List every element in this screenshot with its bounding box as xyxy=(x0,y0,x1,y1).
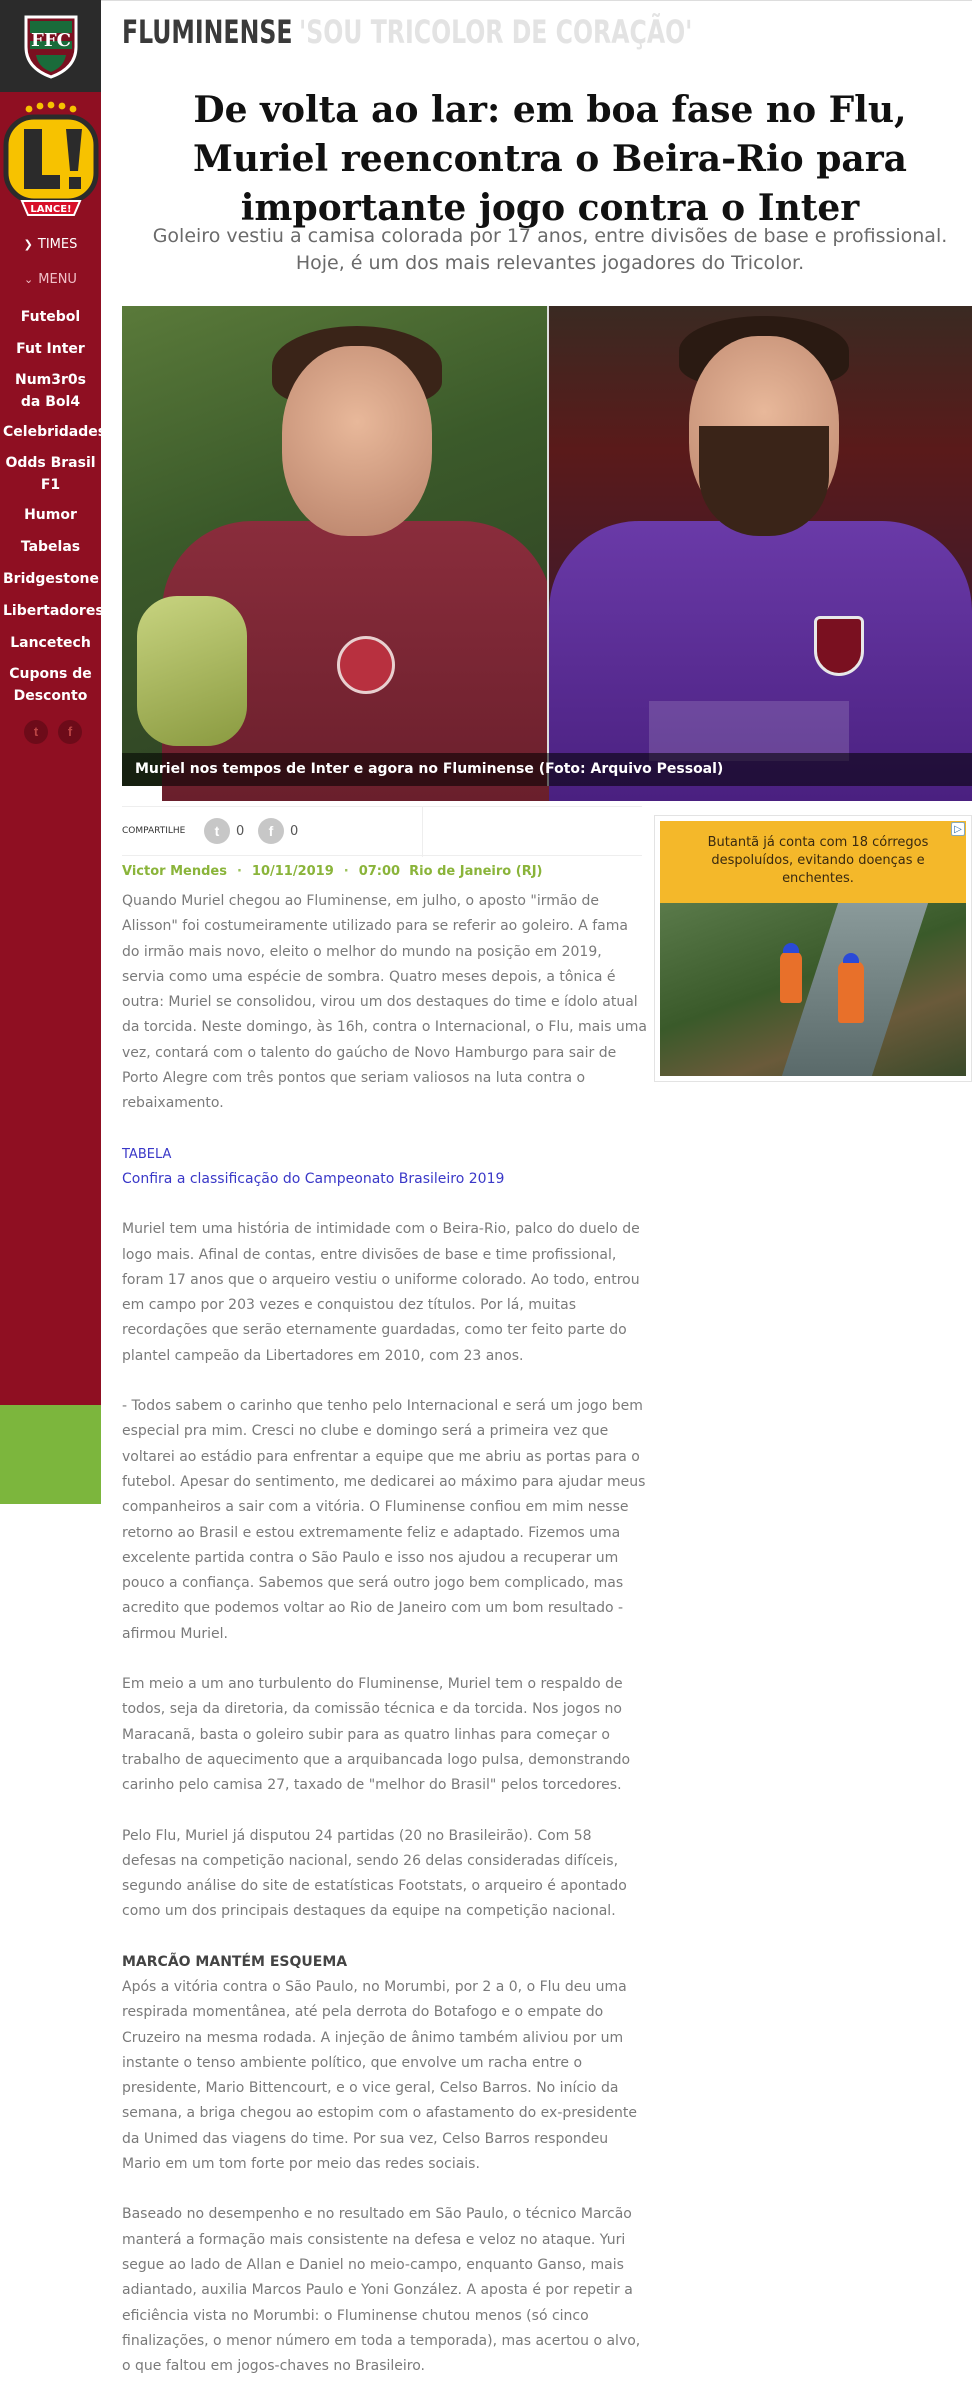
author[interactable]: Victor Mendes xyxy=(122,864,227,879)
twitter-icon: t xyxy=(204,818,230,844)
section-header xyxy=(122,12,692,52)
sidebar-item-numeros-da-bola[interactable]: Num3r0s da Bol4 xyxy=(15,372,86,410)
facebook-count: 0 xyxy=(290,823,299,839)
menu-toggle[interactable] xyxy=(0,272,101,287)
share-bar xyxy=(122,806,642,856)
ad-choices-icon[interactable]: ▷ xyxy=(951,822,965,836)
menu-toggle-label: MENU xyxy=(38,272,77,287)
related-link-text[interactable]: Confira a classificação do Campeonato Brasileiro 2019 xyxy=(122,1170,505,1187)
ad-banner xyxy=(660,821,966,903)
paragraph-6: Após a vitória contra o São Paulo, no Morumbi, por 2 a 0, o Flu deu uma respirada momentânea, até pela derrota do Botafogo e o empate do Cruzeiro na mesma rodada. A injeção de ânimo também aliviou por um instante o tenso ambiente político, que envolve um racha entre o presidente, Mario Bittencourt, e o vice geral, Celso Barros. No início da semana, a briga chegou ao estopim com o afastamento do ex-presidente da Unimed das viagens do time. Por sua vez, Celso Barros respondeu Mario em um tom forte por meio das redes sociais. xyxy=(122,1978,637,2173)
image-caption: Muriel nos tempos de Inter e agora no Fluminense (Foto: Arquivo Pessoal) xyxy=(122,753,972,786)
sidebar-item-cupons[interactable]: Cupons de Desconto xyxy=(9,666,92,704)
hero-photo-inter xyxy=(122,306,547,786)
sidebar-item-odds-brasil-f1[interactable]: Odds Brasil F1 xyxy=(5,455,96,493)
svg-text:FFC: FFC xyxy=(30,30,71,51)
sidebar-item-libertadores[interactable]: Libertadores xyxy=(3,603,104,619)
share-separator xyxy=(422,807,423,857)
twitter-icon[interactable]: t xyxy=(24,720,48,744)
facebook-icon[interactable]: f xyxy=(58,720,82,744)
advertisement[interactable] xyxy=(654,815,972,1082)
ad-photo xyxy=(660,903,966,1076)
chevron-right-icon: ❯ xyxy=(23,238,33,251)
share-twitter-button[interactable] xyxy=(204,818,244,844)
sidebar-item-celebridades[interactable]: Celebridades xyxy=(3,424,107,440)
share-label: COMPARTILHE xyxy=(122,826,186,836)
related-link[interactable] xyxy=(122,1142,647,1193)
svg-text:LANCE!: LANCE! xyxy=(30,204,72,215)
share-facebook-button[interactable] xyxy=(258,818,298,844)
hero-image[interactable] xyxy=(122,306,972,786)
article-headline: De volta ao lar: em boa fase no Flu, Muriel reencontra o Beira-Rio para importante jogo contra o Inter xyxy=(192,89,907,229)
sidebar-nav xyxy=(0,305,107,714)
article-subheadline: Goleiro vestiu a camisa colorada por 17 anos, entre divisões de base e profissional. Hoje, é um dos mais relevantes jogadores do Tricolor. xyxy=(152,225,948,274)
paragraph-4: Em meio a um ano turbulento do Fluminense, Muriel tem o respaldo de todos, seja da diretoria, da comissão técnica e da torcida. Nos jogos no Maracanã, basta o goleiro subir para as quatro linhas para começar o trabalho de aquecimento que a arquibancada logo pulsa, demonstrando carinho pelo camisa 27, taxado de "melhor do Brasil" pelos torcedores. xyxy=(122,1676,631,1794)
article-body xyxy=(122,889,647,2404)
sidebar-item-bridgestone[interactable]: Bridgestone xyxy=(3,571,100,587)
times-toggle-label: TIMES xyxy=(37,237,78,252)
paragraph-3: - Todos sabem o carinho que tenho pelo Internacional e será um jogo bem especial pra mim. Cresci no clube e domingo será a primeira vez que voltarei ao estádio para enfrentar a equipe que me abriu as portas para o futebol. Apesar do sentimento, me dedicarei ao máximo para ajudar meus companheiros a sair com a vitória. O Fluminense confiou em mim nesse retorno ao Brasil e estou extremamente feliz e adaptado. Fizemos uma excelente partida contra o São Paulo e isso nos ajudou a recuperar um pouco a confiança. Sabemos que será outro jogo bem complicado, mas acredito que podemos voltar ao Rio de Janeiro com um bom resultado - afirmou Muriel. xyxy=(122,1398,646,1642)
section-name[interactable]: FLUMINENSE xyxy=(122,13,293,51)
byline: Victor Mendes · 10/11/2019 · 07:00 Rio de Janeiro (RJ) xyxy=(122,864,543,879)
section-tagline: 'SOU TRICOLOR DE CORAÇÃO' xyxy=(299,13,693,51)
paragraph-7: Baseado no desempenho e no resultado em São Paulo, o técnico Marcão manterá a formação mais consistente na defesa e veloz no ataque. Yuri segue ao lado de Allan e Daniel no meio-campo, enquanto Ganso, mais adiantado, auxilia Marcos Paulo e Yoni González. A aposta é por repetir a eficiência vista no Morumbi: o Fluminense chutou menos (só cinco finalizações, o menor número em toda a temporada), mas acertou o alvo, o que faltou em jogos-chaves no Brasileiro. xyxy=(122,2206,641,2375)
lance-logo-graphic xyxy=(4,97,98,221)
sidebar-item-humor[interactable]: Humor xyxy=(24,507,77,523)
sidebar-item-futebol[interactable]: Futebol xyxy=(20,309,81,325)
times-toggle[interactable] xyxy=(0,237,101,252)
sidebar xyxy=(0,0,107,1504)
lance-logo[interactable] xyxy=(4,97,98,221)
chevron-down-icon: ⌄ xyxy=(24,273,34,286)
paragraph-5: Pelo Flu, Muriel já disputou 24 partidas (20 no Brasileirão). Com 58 defesas na competição nacional, sendo 26 delas consideradas difíceis, segundo análise do site de estatísticas Footstats, o arqueiro é apontado como um dos principais destaques da equipe na competição nacional. xyxy=(122,1827,627,1920)
publish-date: 10/11/2019 xyxy=(251,864,334,879)
sidebar-green-block xyxy=(0,1405,101,1504)
hero-photo-fluminense xyxy=(549,306,972,786)
sidebar-item-tabelas[interactable]: Tabelas xyxy=(20,539,81,555)
paragraph-2: Muriel tem uma história de intimidade com o Beira-Rio, palco do duelo de logo mais. Afinal de contas, entre divisões de base e time profissional, foram 17 anos que o arqueiro vestiu o uniforme colorado. Ao todo, entrou em campo por 203 vezes e conquistou dez títulos. Por lá, muitas recordações que serão eternamente guardadas, como ter feito parte do plantel campeão da Libertadores em 2010, com 23 anos. xyxy=(122,1221,640,1364)
top-divider xyxy=(101,0,972,1)
location: Rio de Janeiro (RJ) xyxy=(409,864,543,879)
facebook-icon: f xyxy=(258,818,284,844)
ad-text: Butantã já conta com 18 córregos despoluídos, evitando doenças e enchentes. xyxy=(707,835,929,886)
sidebar-item-lancetech[interactable]: Lancetech xyxy=(10,635,91,651)
article-subtitle: MARCÃO MANTÉM ESQUEMA xyxy=(122,1953,348,1970)
publish-time: 07:00 xyxy=(358,864,401,879)
related-link-label[interactable]: TABELA xyxy=(122,1146,172,1162)
paragraph-1: Quando Muriel chegou ao Fluminense, em julho, o aposto "irmão de Alisson" foi costumeiramente utilizado para se referir ao goleiro. A fama do irmão mais novo, eleito o melhor do mundo na posição em 2019, servia como uma espécie de sombra. Quatro meses depois, a tônica é outra: Muriel se consolidou, virou um dos destaques do time e ídolo atual da torcida. Neste domingo, às 16h, contra o Internacional, o Flu, mais uma vez, contará com o talento do gaúcho de Novo Hamburgo para sair de Porto Alegre com três pontos que seriam valiosos na luta contra o rebaixamento. xyxy=(122,893,647,1112)
team-badge[interactable] xyxy=(0,0,101,92)
twitter-count: 0 xyxy=(236,823,245,839)
fluminense-crest-icon xyxy=(22,13,80,79)
sidebar-social xyxy=(24,720,82,744)
sidebar-item-fut-inter[interactable]: Fut Inter xyxy=(16,341,85,357)
